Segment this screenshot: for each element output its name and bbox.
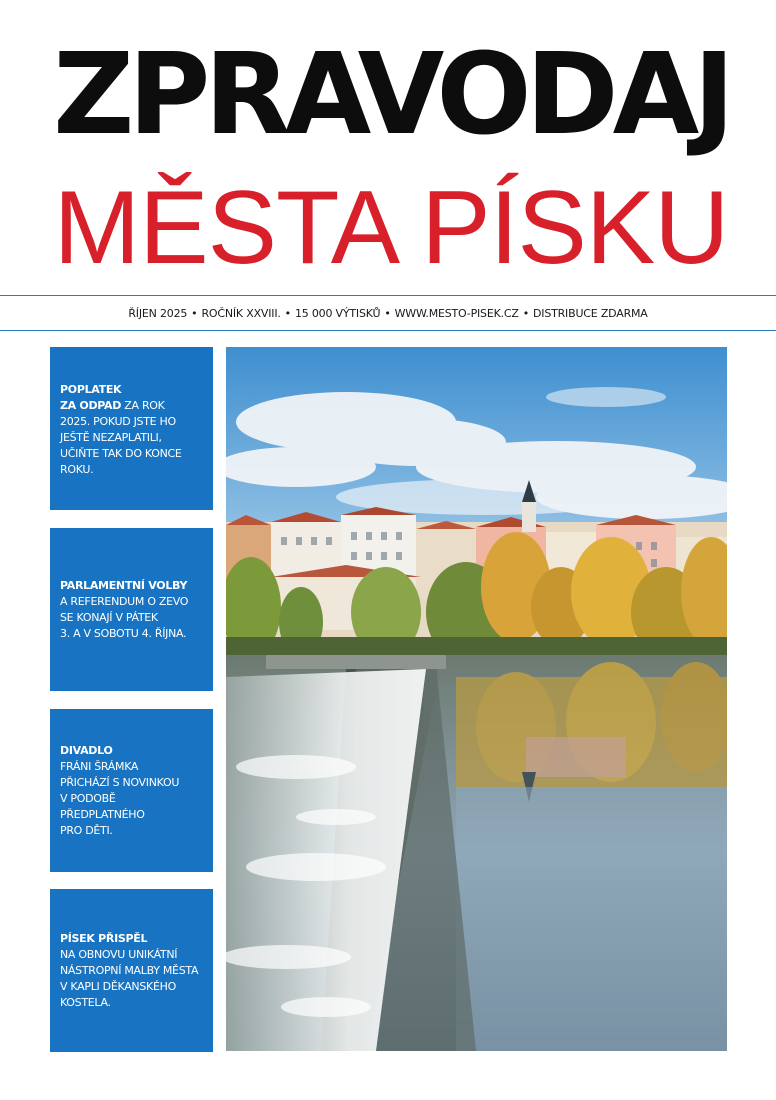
teaser-box-theatre[interactable]: [50, 709, 213, 872]
teaser-headline: ZA ODPAD: [60, 399, 122, 412]
teaser-body: UČIŇTE TAK DO KONCE: [60, 447, 182, 460]
teaser-body: V KAPLI DĚKANSKÉHO: [60, 980, 176, 993]
separator: •: [522, 306, 529, 320]
teaser-text: [60, 578, 207, 642]
teaser-text: [60, 382, 207, 478]
teaser-body: PŘICHÁZÍ S NOVINKOU: [60, 776, 180, 789]
issue-date: ŘÍJEN 2025: [128, 306, 188, 320]
teaser-body: ROKU.: [60, 463, 94, 476]
issue-volume: ROČNÍK XXVIII.: [201, 306, 281, 320]
issue-distribution: DISTRIBUCE ZDARMA: [533, 306, 648, 320]
teaser-body: A REFERENDUM O ZEVO: [60, 595, 189, 608]
cover-photo: [226, 347, 727, 1051]
weir-crest: [266, 655, 446, 669]
teaser-body: NÁSTROPNÍ MALBY MĚSTA: [60, 964, 199, 977]
separator: •: [191, 306, 198, 320]
teaser-body: 3. A V SOBOTU 4. ŘÍJNA.: [60, 627, 187, 640]
masthead-title: ZPRAVODAJ: [53, 30, 729, 160]
teaser-body: JEŠTĚ NEZAPLATILI,: [60, 431, 162, 444]
teaser-body: SE KONAJÍ V PÁTEK: [60, 611, 158, 624]
cover-photo-illustration: [226, 347, 727, 1051]
issue-website-link[interactable]: WWW.MESTO-PISEK.CZ: [394, 306, 519, 320]
teaser-body: NA OBNOVU UNIKÁTNÍ: [60, 948, 178, 961]
teaser-text: [60, 743, 207, 839]
separator: •: [284, 306, 291, 320]
teaser-headline: PÍSEK PŘISPĚL: [60, 932, 148, 945]
separator: •: [384, 306, 391, 320]
teaser-box-elections[interactable]: [50, 528, 213, 691]
teaser-body: KOSTELA.: [60, 996, 111, 1009]
teaser-body: V PODOBĚ: [60, 792, 116, 805]
teaser-headline: DIVADLO: [60, 744, 113, 757]
teaser-body: PRO DĚTI.: [60, 824, 113, 837]
teaser-body: FRÁNI ŠRÁMKA: [60, 760, 139, 773]
teaser-body: PŘEDPLATNÉHO: [60, 808, 145, 821]
issue-print-run: 15 000 VÝTISKŮ: [294, 306, 381, 320]
teaser-headline: POPLATEK: [60, 383, 122, 396]
teaser-body: ZA ROK: [121, 399, 165, 412]
town-reflection: [456, 662, 727, 802]
divider-bottom: [0, 330, 776, 331]
teaser-box-chapel[interactable]: [50, 889, 213, 1052]
issue-info-bar: [0, 296, 776, 330]
teaser-box-waste-fee[interactable]: [50, 347, 213, 510]
teaser-text: [60, 931, 207, 1011]
water-sky-reflection: [456, 787, 727, 1051]
teaser-headline: PARLAMENTNÍ VOLBY: [60, 579, 188, 592]
teaser-body: 2025. POKUD JSTE HO: [60, 415, 176, 428]
masthead-subtitle: MĚSTA PÍSKU: [53, 170, 729, 286]
